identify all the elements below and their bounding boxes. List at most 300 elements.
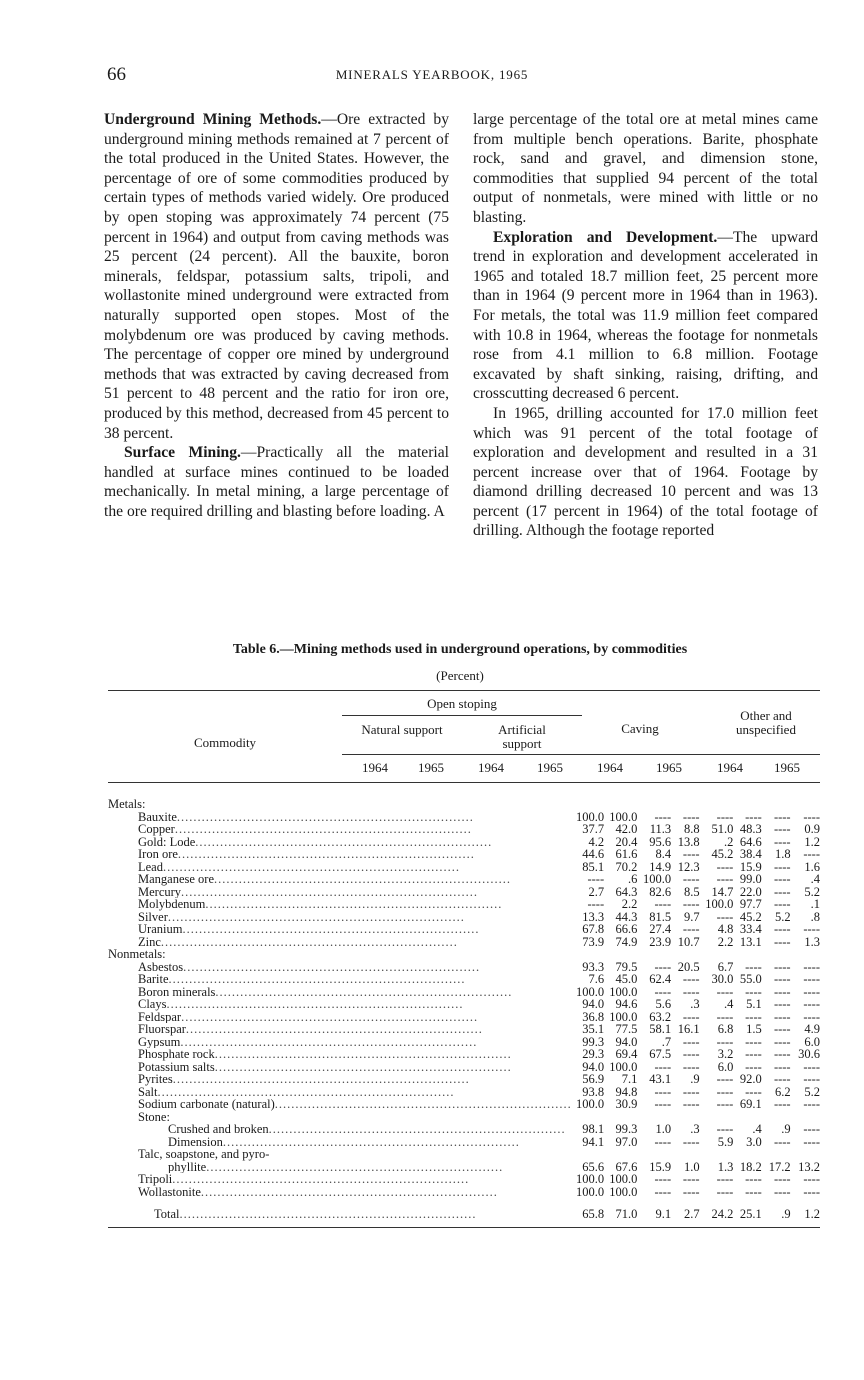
dot-leader [181,886,478,899]
table-row [108,1036,820,1049]
table-row [108,898,820,911]
total-cell: .9 [781,1207,791,1221]
table-cell: ---- [773,897,791,911]
paragraph-text: large percentage of the total ore at metal mines came from multiple bench operations. Barite, phosphate rock, sand and gravel, and dimension stone, commodities that supplied 94 percent of the total output of nonmetals, were mined with little or no blasting. [473,111,818,226]
table-cell: 99.0 [739,872,762,886]
commodity-name [108,1148,572,1161]
commodity-label: Clays [138,998,167,1011]
table-cell: ---- [773,984,791,999]
table-row [108,1136,820,1149]
dot-leader [180,1208,477,1221]
left-column [104,110,449,521]
header-year: 1965 [774,760,800,775]
table-cell: 100.0 [642,872,672,886]
table-row [108,986,820,999]
table-cell: ---- [773,1034,791,1049]
header-commodity: Commodity [193,735,257,750]
table-cell: .4 [810,872,820,886]
table-cell: ---- [803,1134,820,1149]
commodity-label: Potassium salts [138,1060,215,1073]
table-cell: ---- [803,847,820,861]
table-cell [637,948,671,961]
commodity-name [108,1073,572,1086]
table-cell: 7.6 [588,972,605,986]
table-cell: 97.7 [739,897,762,911]
right-column [473,110,818,541]
table-subtitle: (Percent) [436,668,484,683]
table-cell: 11.3 [649,822,672,836]
commodity-name [108,836,572,849]
dot-leader [215,986,512,999]
table-total-row [108,1198,820,1221]
commodity-label: Molybdenum [138,898,206,911]
table-cell: ---- [773,1097,791,1111]
table-cell: 29.3 [582,1047,605,1061]
table-cell: ---- [803,1184,820,1199]
table-cell: 14.9 [649,859,672,874]
table-row [108,936,820,949]
table-row [108,798,820,811]
commodity-label: Tripoli [138,1173,173,1186]
table-cell: ---- [745,984,762,999]
commodity-name [108,961,572,974]
commodity-label: Silver [138,910,168,923]
table-cell: ---- [803,809,820,824]
page-number: 66 [107,64,126,85]
dot-leader [183,961,480,974]
table-cell: 5.6 [655,997,672,1011]
table-cell: 67.8 [582,922,605,936]
table-cell: ---- [682,1034,700,1049]
table-cell: 81.5 [649,909,672,924]
table-cell: 14.7 [711,884,734,899]
header-other: Other and unspecified [736,708,796,737]
table-cell: 94.8 [615,1084,638,1099]
table-cell [733,1148,761,1161]
table-cell: 13.2 [798,1159,820,1174]
commodity-name [108,911,572,924]
table-cell: 4.2 [588,834,605,849]
table-cell: 100.0 [575,984,605,999]
table-cell: ---- [654,809,672,824]
table-cell: ---- [773,959,791,974]
table-cell: 30.0 [711,972,734,986]
table-cell [572,948,604,961]
table-cell: 73.9 [582,934,605,949]
table-cell: 65.6 [582,1159,605,1174]
table-cell [733,948,761,961]
table-top-rule [108,690,820,691]
table-cell: ---- [773,834,791,849]
table-cell [671,1148,699,1161]
table-cell [762,798,791,811]
dot-leader [180,1036,477,1049]
header-year: 1965 [418,760,444,775]
commodity-name [108,873,572,886]
commodity-name [108,973,572,986]
table-cell: ---- [682,847,700,861]
table-cell: 2.2 [621,897,638,911]
table-cell [733,798,761,811]
dot-leader [275,1098,572,1111]
commodity-label: Uranium [138,923,183,936]
table-cell: 94.6 [615,997,638,1011]
table-cell: 6.8 [717,1022,734,1036]
commodity-name [108,998,572,1011]
table-cell: 4.9 [804,1022,820,1036]
table-cell: 99.3 [582,1034,605,1049]
commodity-label: Stone: [138,1110,170,1123]
header-year: 1964 [597,760,623,775]
table-cell: ---- [682,922,700,936]
table-cell: 58.1 [649,1022,672,1036]
table-cell: 67.5 [649,1047,672,1061]
commodity-label: Dimension [168,1135,223,1148]
commodity-label: Talc, soapstone, and pyro- [138,1148,270,1161]
table-cell: 64.6 [739,834,762,849]
table-cell: 3.0 [746,1134,762,1149]
table-cell: ---- [587,872,605,886]
table-row [108,848,820,861]
table-cell: 74.9 [615,934,638,949]
table-cell: 18.2 [739,1159,762,1174]
table-cell: 5.2 [804,1084,820,1099]
table-cell: ---- [716,1122,734,1136]
table-cell: .3 [690,997,700,1011]
dot-leader [215,1048,512,1061]
table-cell: ---- [773,1047,791,1061]
table-cell: 1.3 [717,1159,734,1174]
table-row [108,1048,820,1061]
table-cell: ---- [745,1172,762,1186]
dot-leader [206,1161,503,1174]
table-cell: 51.0 [711,822,734,836]
table-cell: ---- [803,972,820,986]
table-row [108,1061,820,1074]
commodity-name [108,936,572,949]
table-cell: 5.9 [717,1134,734,1149]
commodity-label: Mercury [138,885,182,898]
commodity-name [108,986,572,999]
total-cell: 9.1 [655,1207,672,1221]
table-cell [791,798,820,811]
dot-leader [157,1086,454,1099]
commodity-name [108,1086,572,1099]
commodity-label: Sodium carbonate (natural) [138,1098,275,1111]
header-caving: Caving [621,721,659,736]
table-cell: 100.0 [609,1059,638,1074]
total-cell: 25.1 [739,1207,762,1221]
table-cell: ---- [803,959,820,974]
table-cell: ---- [682,872,700,886]
table-cell: 63.2 [649,1009,672,1024]
table-cell: 2.7 [588,884,605,899]
dot-leader [172,1173,469,1186]
table-cell [700,948,734,961]
table-cell: .6 [627,872,638,886]
table-cell: ---- [654,1097,672,1111]
table-cell [700,1148,734,1161]
commodity-label: phyllite [168,1160,207,1173]
table-cell: 93.8 [582,1084,605,1099]
commodity-label: Feldspar [138,1010,182,1023]
table-cell: 62.4 [649,972,672,986]
dot-leader [175,823,472,836]
commodity-name [108,948,572,961]
table-cell: 97.0 [615,1134,638,1149]
table-cell: ---- [773,1172,791,1186]
table-cell: ---- [682,1172,700,1186]
table-row [108,1161,820,1174]
table-cell: ---- [716,909,734,924]
table-cell: ---- [682,1059,700,1074]
table-cell [572,798,604,811]
commodity-label: Lead [138,860,163,873]
header-year-rule [342,754,820,755]
table-cell: 0.9 [804,822,820,836]
mining-methods-table [108,798,820,1221]
commodity-label: Nonmetals: [108,948,166,961]
table-cell: 17.2 [768,1159,791,1174]
header-year: 1965 [537,760,563,775]
table-cell: ---- [654,984,672,999]
dot-leader [181,1011,478,1024]
commodity-name [108,848,572,861]
total-cell: 65.8 [582,1207,605,1221]
commodity-label: Salt [138,1085,158,1098]
table-cell: 100.0 [609,1184,638,1199]
table-cell: .4 [723,997,734,1011]
dot-leader [166,998,463,1011]
paragraph-text: —Ore extracted by underground mining methods remained at 7 percent of the total produced in the United States. However, the percentage of ore of some commodities produced by certain types of methods varied widely. Ore produced by open stoping was approximately 74 percent (75 percent in 1964) and output from caving methods was 25 percent (24 percent). All the bauxite, boron minerals, feldspar, potassium salts, tripoli, and wollastonite mined underground were extracted from naturally supported open stopes. Most of the molybdenum ore was produced by caving methods. The percentage of copper ore mined by underground methods that was extracted by caving decreased from 51 percent to 48 percent and the ratio for iron ore, produced by this method, decreased from 45 percent to 38 percent. [104,111,449,442]
table-cell: ---- [682,972,700,986]
commodity-name [108,798,572,811]
dot-leader [182,923,479,936]
table-cell: 10.7 [677,934,700,949]
table-bottom-rule [108,1227,820,1228]
table-cell: ---- [803,1122,820,1136]
header-year: 1964 [478,760,504,775]
table-cell: 100.0 [575,1184,605,1199]
table-cell: 4.8 [717,922,734,936]
table-cell: 16.1 [677,1022,700,1036]
table-cell: ---- [773,1184,791,1199]
paragraph [473,404,818,541]
table-cell: 95.6 [649,834,672,849]
commodity-label: Copper [138,823,175,836]
table-cell: 64.3 [615,884,638,899]
table-cell: 2.2 [717,934,734,949]
table-cell: 94.0 [615,1034,638,1049]
table-cell: 5.2 [804,884,820,899]
table-cell [604,1148,637,1161]
table-cell: 38.4 [739,847,762,861]
commodity-name [108,898,572,911]
paragraph-text: —Practically all the material handled at surface mines continued to be loaded mechanically. In metal mining, a large percentage of the ore required drilling and blasting before loading. A [104,444,450,520]
table-cell: ---- [587,897,605,911]
table-cell [700,798,734,811]
table-row [108,1123,820,1136]
table-cell: ---- [654,1134,672,1149]
table-cell: ---- [773,872,791,886]
table-cell: 1.0 [655,1122,672,1136]
table-row [108,1086,820,1099]
commodity-name [108,823,572,836]
table-cell: ---- [803,1072,820,1086]
table-cell [762,1148,791,1161]
table-cell: 100.0 [609,984,638,999]
table-row [108,1148,820,1161]
table-cell: 42.0 [615,822,638,836]
table-cell: ---- [716,1072,734,1086]
table-cell: ---- [682,809,700,824]
commodity-label: Zinc [138,935,161,948]
table-cell: 70.2 [615,859,638,874]
total-cell: 2.7 [683,1207,700,1221]
commodity-label: Metals: [108,798,146,811]
running-title: MINERALS YEARBOOK, 1965 [335,67,529,82]
table-cell: .1 [810,897,820,911]
table-cell: .4 [752,1122,762,1136]
table-cell: 3.2 [717,1047,734,1061]
table-cell: 1.0 [683,1159,700,1174]
table-row [108,1011,820,1024]
table-row [108,1073,820,1086]
table-row [108,1098,820,1111]
table-cell: 13.3 [582,909,605,924]
table-cell [604,948,637,961]
table-row [108,823,820,836]
commodity-name [108,923,572,936]
paragraph-text: In 1965, drilling accounted for 17.0 million feet which was 91 percent of the total footage of exploration and development and resulted in a 31 percent increase over that of 1964. Footage by diamond drilling decreased 10 percent and was 13 percent (17 percent in 1964) of the total footage of drilling. Although the footage reported [473,404,818,540]
table-cell: ---- [803,1009,820,1024]
table-cell: 55.0 [739,972,762,986]
table-cell: 99.3 [615,1122,638,1136]
table-cell: ---- [745,1059,762,1074]
table-row [108,873,820,886]
commodity-name [108,861,572,874]
dot-leader [177,811,474,824]
commodity-name [108,1111,572,1124]
commodity-label: Manganese ore [138,873,215,886]
commodity-name [108,886,572,899]
table-cell: 100.0 [575,1172,605,1186]
table-cell: 98.1 [582,1122,605,1136]
table-cell: 7.1 [621,1072,638,1086]
table-cell: ---- [803,984,820,999]
table-cell: ---- [716,1097,734,1111]
table-cell [637,798,671,811]
table-cell [604,798,637,811]
commodity-name [108,1036,572,1049]
table-cell: ---- [682,1134,700,1149]
table-cell: ---- [716,1034,734,1049]
dot-leader [205,898,502,911]
table-cell: 66.6 [615,922,638,936]
table-cell: ---- [773,1009,791,1024]
table-cell: 61.6 [615,847,638,861]
dot-leader [186,1023,483,1036]
table-cell: 93.3 [582,959,605,974]
total-cell: 24.2 [711,1207,734,1221]
commodity-name [108,1011,572,1024]
table-cell: 45.2 [739,909,762,924]
header-natural-support: Natural support [361,722,443,737]
dot-leader [173,1073,470,1086]
table-cell: ---- [654,959,672,974]
table-cell: ---- [682,1047,700,1061]
commodity-name [108,1173,572,1186]
table-cell: 30.6 [798,1047,820,1061]
table-cell: 100.0 [575,1097,605,1111]
table-cell: ---- [682,984,700,999]
table-cell: 100.0 [705,897,734,911]
total-label-text: Total [154,1207,180,1221]
table-cell: ---- [682,897,700,911]
table-cell: 8.5 [683,884,700,899]
table-cell: 30.9 [615,1097,638,1111]
table-cell: 100.0 [609,1172,638,1186]
header-year: 1964 [717,760,743,775]
dot-leader [201,1186,498,1199]
paragraph-heading: Underground Mining Methods. [104,111,322,128]
dot-leader [161,936,458,949]
table-cell: ---- [716,872,734,886]
table-row [108,1111,820,1124]
table-cell: ---- [716,859,734,874]
commodity-label: Pyrites [138,1073,173,1086]
table-cell: 8.8 [683,822,700,836]
table-row [108,998,820,1011]
table-cell: ---- [745,1047,762,1061]
table-cell: ---- [716,1084,734,1099]
table-cell: ---- [682,1084,700,1099]
commodity-label: Wollastonite [138,1185,201,1198]
commodity-name [108,1136,572,1149]
table-cell: ---- [682,1097,700,1111]
dot-leader [168,911,465,924]
dot-leader [195,836,492,849]
table-cell: 27.4 [649,922,672,936]
table-cell: ---- [682,1184,700,1199]
paragraph-text: —The upward trend in exploration and development accelerated in 1965 and totaled 18.7 million feet, 25 percent more than in 1964 (9 percent more in 1964 than in 1963). For metals, the total was 11.9 million feet compared with 10.8 in 1964, whereas the footage for nonmetals rose from 4.1 million to 6.8 million. Footage excavated by shaft sinking, raising, drifting, and crosscutting decreased 6 percent. [473,228,818,403]
table-cell: 100.0 [609,1009,638,1024]
commodity-name [108,1161,572,1174]
table-cell: ---- [716,809,734,824]
table-cell: 1.8 [774,847,791,861]
header-open-stoping: Open stoping [427,696,497,711]
commodity-label: Gypsum [138,1035,181,1048]
table-cell: ---- [803,922,820,936]
paragraph [473,228,818,404]
commodity-label: Asbestos [138,960,184,973]
table-cell: 20.5 [677,959,700,974]
table-cell: ---- [773,972,791,986]
table-cell: ---- [716,1009,734,1024]
table-cell: .8 [810,909,820,924]
table-cell: 6.7 [717,959,734,974]
table-cell: ---- [682,1009,700,1024]
table-cell: 45.0 [615,972,638,986]
table-cell [572,1148,604,1161]
table-cell: .7 [661,1034,672,1049]
table-cell: 35.1 [582,1022,605,1036]
table-cell [791,948,820,961]
table-cell: 20.4 [615,834,638,849]
table-cell: ---- [654,1084,672,1099]
table-cell: ---- [654,1059,672,1074]
table-cell: ---- [773,809,791,824]
